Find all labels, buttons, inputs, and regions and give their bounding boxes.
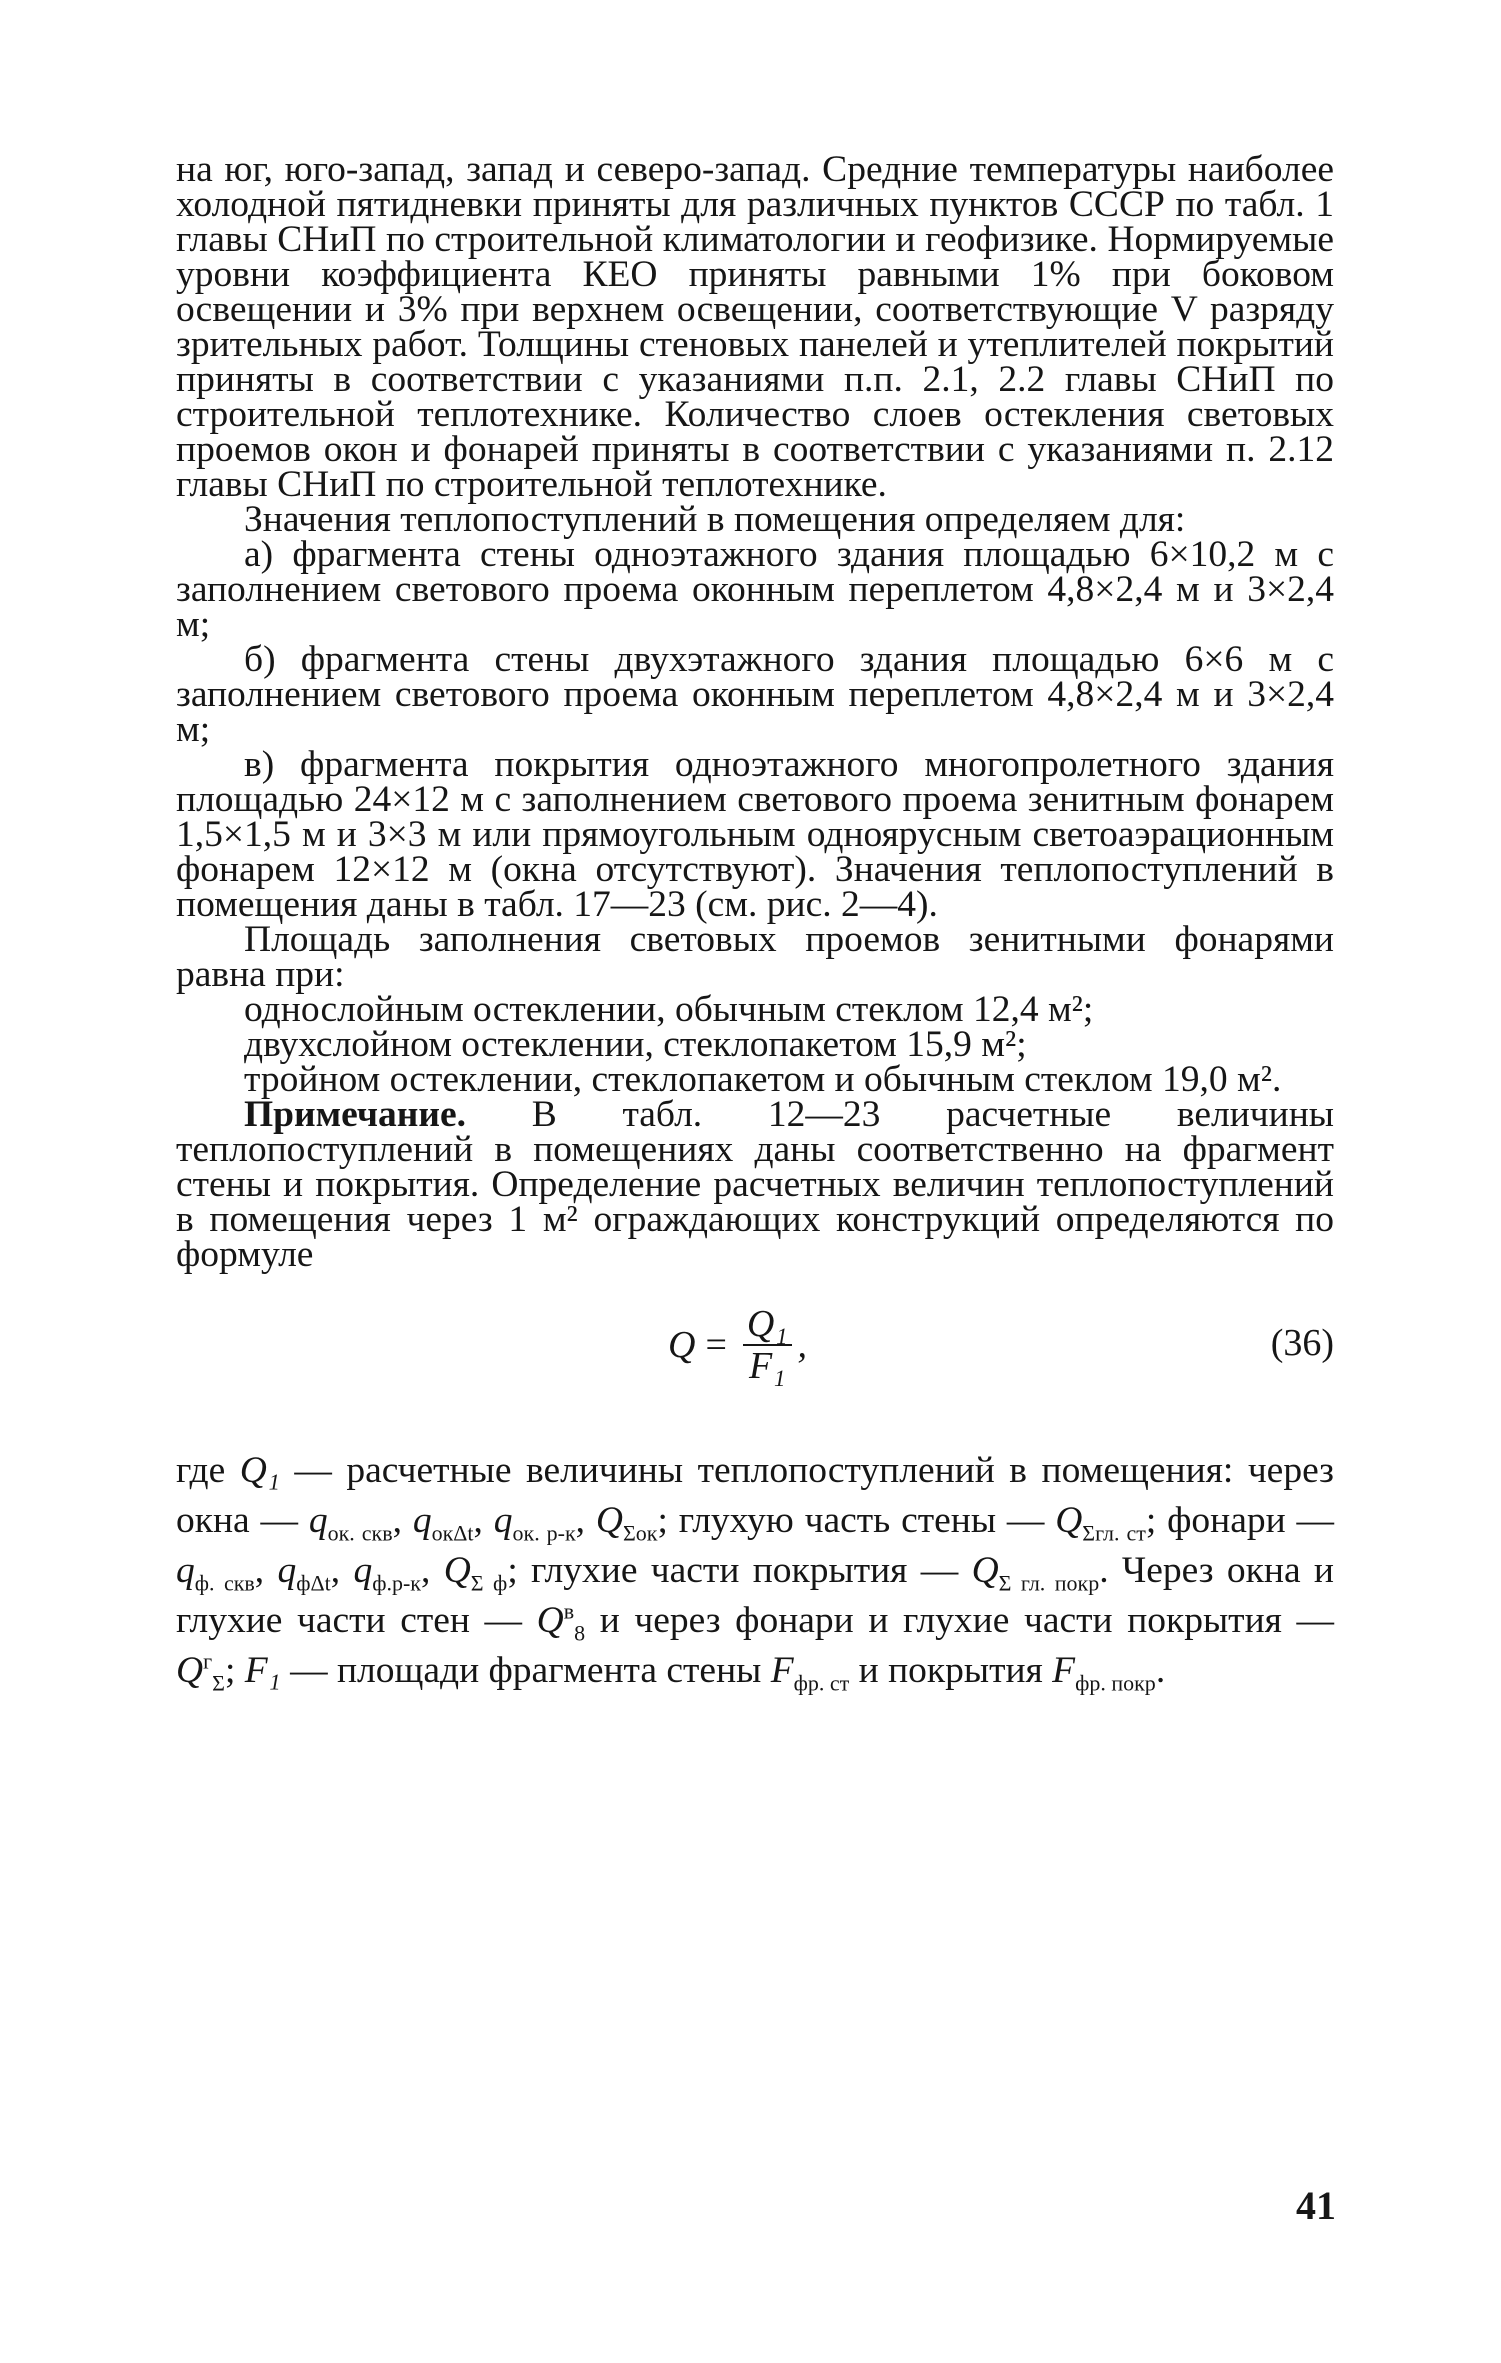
list-item-c: в) фрагмента покрытия одноэтажного многопролетного здания площадью 24×12 м с заполнением светового проема зенитным фонарем 1,5×1,5 м и 3×3 м или прямоугольным одноярусным светоаэрационным фонарем 12×12 м (окна отсутствуют). Значения теплопоступлений в помещения даны в табл. 17—23 (см. рис. 2—4).: [176, 744, 1334, 925]
where-text: — площади фрагмента стены: [280, 1650, 771, 1691]
where-text: ; глухую часть стены —: [657, 1500, 1056, 1541]
symbol-subscript: ок. р-к: [512, 1520, 576, 1546]
page-body: [176, 149, 1335, 1696]
note-text: В табл. 12—23 расчетные величины теплопоступлений в помещениях даны соответственно на фрагмент стены и покрытия. Определение расчетных величин теплопоступлений в помещения через 1 м² ограждающих конструкций определяются по формуле: [176, 1094, 1334, 1275]
paragraph-glazing-area: Площадь заполнения световых проемов зенитными фонарями равна при:: [176, 919, 1334, 995]
where-text: ; глухие части покрытия —: [507, 1550, 972, 1591]
symbol-subscript: ф.р-к: [372, 1570, 421, 1596]
symbol-F-fr-st: F: [770, 1650, 794, 1691]
symbol-subscript: Σгл. ст: [1082, 1520, 1146, 1546]
where-text: ; фонари —: [1145, 1500, 1335, 1541]
symbol-F-fr-pokr: F: [1052, 1650, 1076, 1691]
formula-numerator: Q₁: [743, 1304, 792, 1346]
symbol-Q-8-v: Q: [536, 1600, 564, 1641]
list-item-a: а) фрагмента стены одноэтажного здания площадью 6×10,2 м с заполнением светового проема оконным переплетом 4,8×2,4 м и 3×2,4 м;: [176, 534, 1334, 645]
where-text: — расчетные величины теплопоступлений в помещения: через окна —: [176, 1450, 1334, 1541]
symbol-subscript: ок. скв: [327, 1520, 393, 1546]
symbol-subscript: ф. скв: [194, 1570, 255, 1596]
symbol-Q-sum-g: Q: [176, 1650, 204, 1691]
symbol-Q-sum-gl-st: Q: [1055, 1500, 1083, 1541]
list-item-b: б) фрагмента стены двухэтажного здания площадью 6×6 м с заполнением светового проема оконным переплетом 4,8×2,4 м и 3×2,4 м;: [176, 639, 1334, 750]
symbol-q-f-skv: q: [176, 1550, 195, 1591]
symbol-subscript: Σ ф: [470, 1570, 508, 1596]
symbol-q-f-rk: q: [353, 1550, 373, 1591]
where-text: .: [1155, 1650, 1166, 1691]
where-explanation: где Q₁ — расчетные величины теплопоступлений в помещения: через окна — $q_{ок. скв}$, $q_{ок\Delta t}$, $q_{ок. р-к}$, $Q_{\Sigma ок}$; глухую часть стены — $Q_{\Sigma гл. ст}$; фонари — $q_{ф. скв}$, $q_{ф\Delta t}$, $q_{ф.р-к}$, $Q_{\Sigma ф}$; глухие части покрытия — $Q_{\Sigma гл. покр}$. Через окна и глухие части стен — $Q^в_8$ и через фонари и глухие части покрытия — $Q^г_\Sigma$; F₁ — площади фрагмента стены $F_{фр. ст}$ и покрытия $F_{фр. покр}$.: [176, 1450, 1335, 1696]
symbol-superscript: в: [563, 1598, 575, 1624]
symbol-Q-sum-gl-pokr: Q: [971, 1550, 999, 1591]
symbol-q-ok-rk: q: [493, 1500, 513, 1541]
symbol-subscript: 8: [574, 1620, 586, 1646]
symbol-q1: Q₁: [239, 1450, 280, 1491]
note-label: Примечание.: [244, 1094, 467, 1135]
symbol-subscript: Σок: [622, 1520, 658, 1546]
glazing-list: [176, 989, 1334, 1100]
glazing-item-double: двухслойном остеклении, стеклопакетом 15,9 м²;: [244, 1024, 1027, 1065]
page-number: 41: [1296, 2183, 1336, 2228]
paragraph-heat-gains: Значения теплопоступлений в помещения определяем для:: [244, 499, 1186, 540]
where-text: где: [176, 1450, 240, 1491]
symbol-Q-sum-f: Q: [443, 1550, 471, 1591]
where-text: и покрытия: [849, 1650, 1053, 1691]
formula-comma: ,: [797, 1323, 808, 1366]
paragraph-intro: на юг, юго-запад, запад и северо-запад. Средние температуры наиболее холодной пятидневки приняты для различных пунктов СССР по табл. 1 главы СНиП по строительной климатологии и геофизике. Нормируемые уровни коэффициента КЕО приняты равными 1% при боковом освещении и 3% при верхнем освещении, соответствующие V разряду зрительных работ. Толщины стеновых панелей и утеплителей покрытий приняты в соответствии с указаниями п.п. 2.1, 2.2 главы СНиП по строительной теплотехнике. Количество слоев остекления световых проемов окон и фонарей приняты в соответствии с указаниями п. 2.12 главы СНиП по строительной теплотехнике.: [176, 149, 1334, 505]
symbol-Q-sum-ok: Q: [595, 1500, 623, 1541]
symbol-F1: F₁: [244, 1650, 281, 1691]
formula-number: (36): [1270, 1322, 1334, 1364]
symbol-subscript: фΔt: [296, 1570, 331, 1596]
glazing-item-triple: тройном остеклении, стеклопакетом и обычным стеклом 19,0 м².: [244, 1059, 1282, 1100]
symbol-subscript: фр. покр: [1075, 1670, 1156, 1696]
symbol-q-f-dt: q: [277, 1550, 297, 1591]
formula-denominator: F₁: [749, 1345, 786, 1387]
where-text: ;: [224, 1650, 245, 1691]
formula-expression: [668, 1304, 807, 1386]
symbol-q-ok-dt: q: [412, 1500, 432, 1541]
formula-36: [176, 1296, 1334, 1406]
symbol-q-ok-skv: q: [308, 1500, 328, 1541]
formula-equals: =: [705, 1323, 727, 1366]
where-text: и через фонари и глухие части покрытия —: [585, 1600, 1334, 1641]
where-text: . Через окна и глухие части стен —: [176, 1550, 1334, 1641]
note-paragraph: [176, 1094, 1334, 1275]
formula-lhs: Q: [668, 1323, 696, 1366]
symbol-subscript: окΔt: [431, 1520, 474, 1546]
symbol-subscript: фр. ст: [793, 1670, 850, 1696]
symbol-subscript: Σ гл. покр: [998, 1570, 1100, 1596]
formula-fraction: [743, 1304, 792, 1386]
glazing-item-single: однослойным остеклении, обычным стеклом 12,4 м²;: [244, 989, 1094, 1030]
symbol-subscript: Σ: [212, 1670, 225, 1696]
symbol-superscript: г: [203, 1648, 213, 1674]
